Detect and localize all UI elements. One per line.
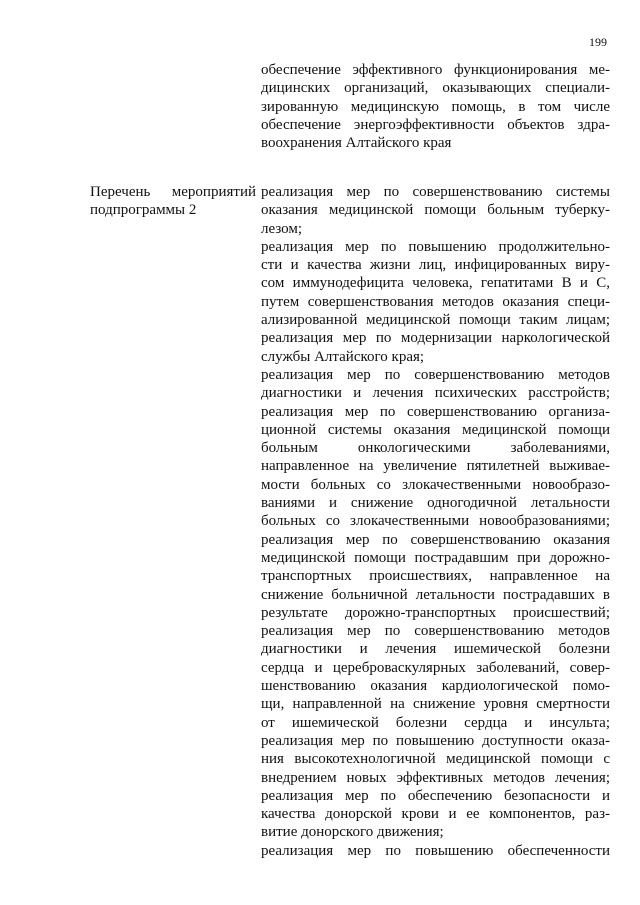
measure-line: реализация мер по совершенствованию методов <box>261 366 610 383</box>
page-number: 199 <box>589 35 607 49</box>
measure-line: ния высокотехнологичной медицинской помощи с <box>261 751 610 768</box>
intro-line: дицинских организаций, оказывающих специали- <box>261 80 610 97</box>
measure-line: щи, направленной на снижение уровня смертности <box>261 696 610 713</box>
label-line: подпрограммы 2 <box>90 202 197 219</box>
measure-line: сти и качества жизни лиц, инфицированных виру- <box>261 257 610 274</box>
measure-line: качества донорской крови и ее компонентов, раз- <box>261 806 610 823</box>
measure-line: от ишемической болезни сердца и инсульта; <box>261 714 610 731</box>
measure-line: сом иммунодефицита человека, гепатитами В и С, <box>261 275 610 292</box>
measure-line: ализированной медицинской помощи таким лицам; <box>261 312 610 329</box>
measure-line: реализация мер по повышению продолжительно- <box>261 238 610 255</box>
intro-text-block <box>261 61 610 152</box>
measure-line: витие донорского движения; <box>261 824 444 841</box>
measure-line: реализация мер по повышению доступности оказа- <box>261 732 610 749</box>
measure-line: службы Алтайского края; <box>261 348 425 365</box>
measure-line: результате дорожно-транспортных происшествий; <box>261 604 610 621</box>
intro-line: воохранения Алтайского края <box>261 135 452 152</box>
label-line: Перечень мероприятий <box>90 184 256 200</box>
measure-line: реализация мер по модернизации наркологической <box>261 330 610 347</box>
measure-line: ваниями и снижение одногодичной летальности <box>261 495 610 512</box>
measure-line: сердца и цереброваскулярных заболеваний, совер- <box>261 659 610 676</box>
measure-line: оказания медицинской помощи больным туберку- <box>261 202 610 219</box>
measure-line: реализация мер по совершенствованию организа- <box>261 403 610 420</box>
measure-line: направленное на увеличение пятилетней выживае- <box>261 458 610 475</box>
measure-line: реализация мер по совершенствованию методов <box>261 623 610 640</box>
intro-line: зированную медицинскую помощь, в том числе <box>261 98 610 115</box>
measure-line: транспортных происшествиях, направленное на <box>261 568 610 585</box>
measure-line: реализация мер по совершенствованию оказания <box>261 531 610 548</box>
measure-line: диагностики и лечения ишемической болезни <box>261 641 610 658</box>
measure-line: путем совершенствования методов оказания специ- <box>261 293 610 310</box>
measure-line: больных со злокачественными новообразованиями; <box>261 513 610 530</box>
measure-line: лезом; <box>261 220 303 237</box>
measures-list-label <box>90 183 256 220</box>
measure-line: ционной системы оказания медицинской помощи <box>261 421 610 438</box>
measure-line: шенствованию оказания кардиологической помо- <box>261 678 610 695</box>
intro-line: обеспечение энергоэффективности объектов здра- <box>261 116 610 133</box>
measures-list-text <box>261 183 610 860</box>
measure-line: мости больных со злокачественными новообразо- <box>261 476 610 493</box>
measure-line: внедрением новых эффективных методов лечения; <box>261 769 610 786</box>
measure-line: медицинской помощи пострадавшим при дорожно- <box>261 549 610 566</box>
measure-line: реализация мер по обеспечению безопасности и <box>261 787 610 804</box>
measure-line: диагностики и лечения психических расстройств; <box>261 385 610 402</box>
measure-line: больным онкологическими заболеваниями, <box>261 440 610 457</box>
measure-line: реализация мер по повышению обеспеченности <box>261 842 610 859</box>
measure-line: реализация мер по совершенствованию системы <box>261 184 610 200</box>
intro-line: обеспечение эффективного функционирования ме- <box>261 62 610 78</box>
measure-line: снижение больничной летальности пострадавших в <box>261 586 610 603</box>
